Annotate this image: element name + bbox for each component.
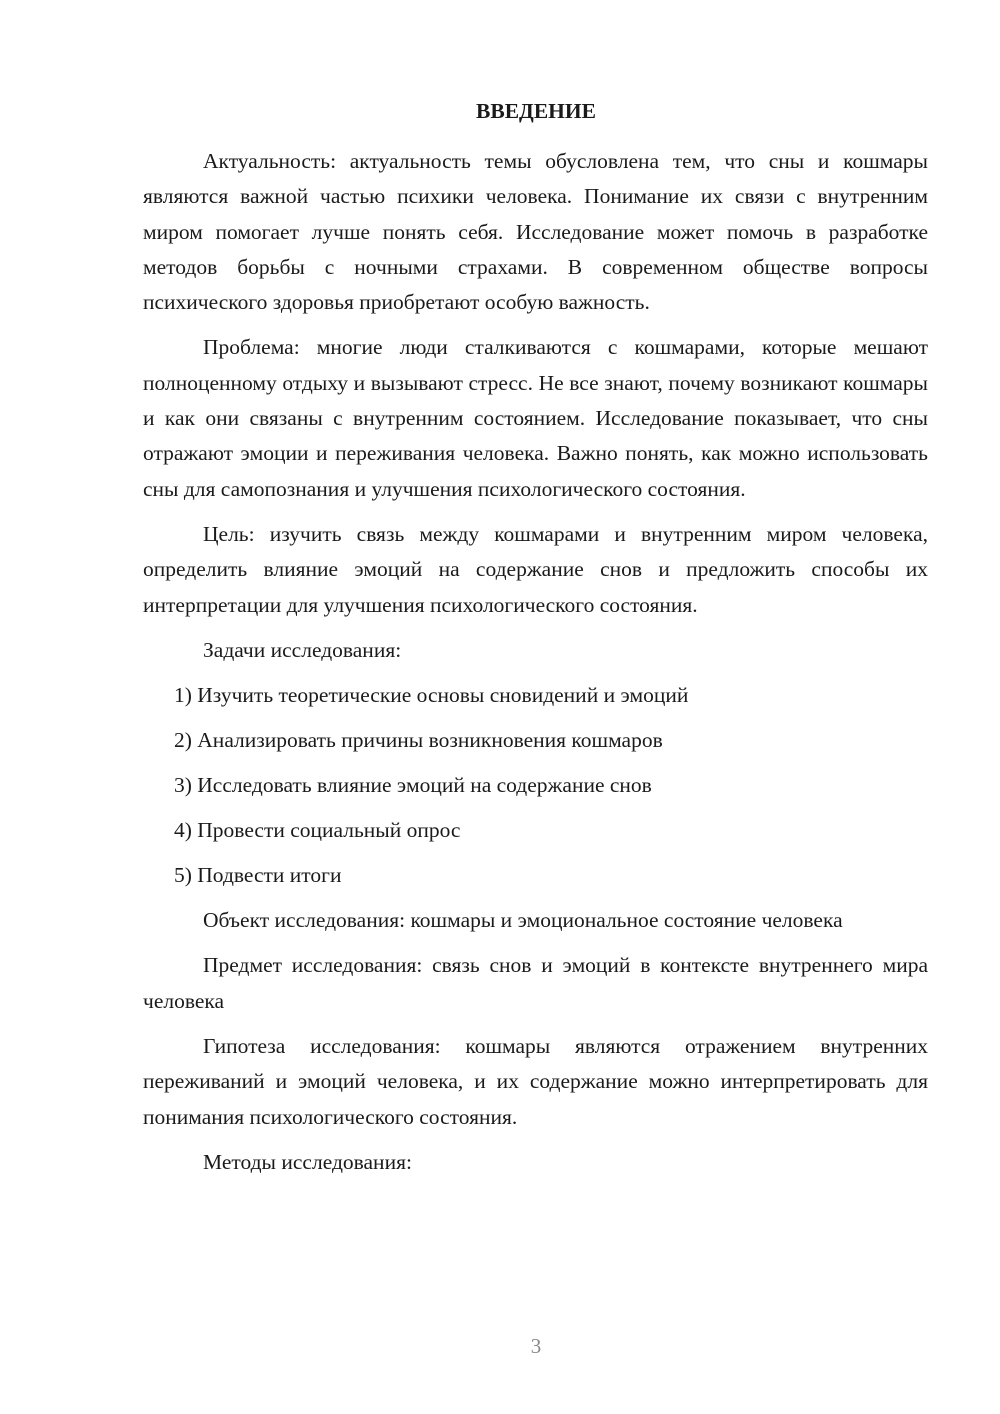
- object-paragraph: Объект исследования: кошмары и эмоциональное состояние человека: [203, 908, 843, 933]
- document-body: [143, 144, 928, 1190]
- goal-paragraph: Цель: изучить связь между кошмарами и внутренним миром человека, определить влияние эмоций на содержание снов и предложить способы их интерпретации для улучшения психологического состояния.: [143, 521, 928, 617]
- task-item: 2) Анализировать причины возникновения кошмаров: [174, 728, 663, 753]
- subject-paragraph: Предмет исследования: связь снов и эмоций в контексте внутреннего мира человека: [143, 953, 928, 1013]
- relevance-paragraph: Актуальность: актуальность темы обусловлена тем, что сны и кошмары являются важной частью психики человека. Понимание их связи с внутренним миром помогает лучше понять себя. Исследование может помочь в разработке методов борьбы с ночными страхами. В современном обществе вопросы психического здоровья приобретают особую важность.: [143, 149, 928, 315]
- task-item: 1) Изучить теоретические основы сновидений и эмоций: [174, 683, 689, 708]
- tasks-heading: Задачи исследования:: [203, 637, 402, 662]
- problem-paragraph: Проблема: многие люди сталкиваются с кошмарами, которые мешают полноценному отдыху и вызывают стресс. Не все знают, почему возникают кошмары и как они связаны с внутренним состоянием. Исследование показывает, что сны отражают эмоции и переживания человека. Важно понять, как можно использовать сны для самопознания и улучшения психологического состояния.: [143, 335, 928, 501]
- page-title: ВВЕДЕНИЕ: [476, 99, 596, 123]
- task-item: 4) Провести социальный опрос: [174, 818, 461, 843]
- tasks-list: [143, 678, 928, 893]
- task-item: 3) Исследовать влияние эмоций на содержание снов: [174, 773, 652, 798]
- page-number: 3: [530, 1334, 542, 1358]
- methods-heading: Методы исследования:: [203, 1149, 412, 1174]
- hypothesis-paragraph: Гипотеза исследования: кошмары являются отражением внутренних переживаний и эмоций человека, и их содержание можно интерпретировать для понимания психологического состояния.: [143, 1034, 928, 1129]
- task-item: 5) Подвести итоги: [174, 863, 342, 888]
